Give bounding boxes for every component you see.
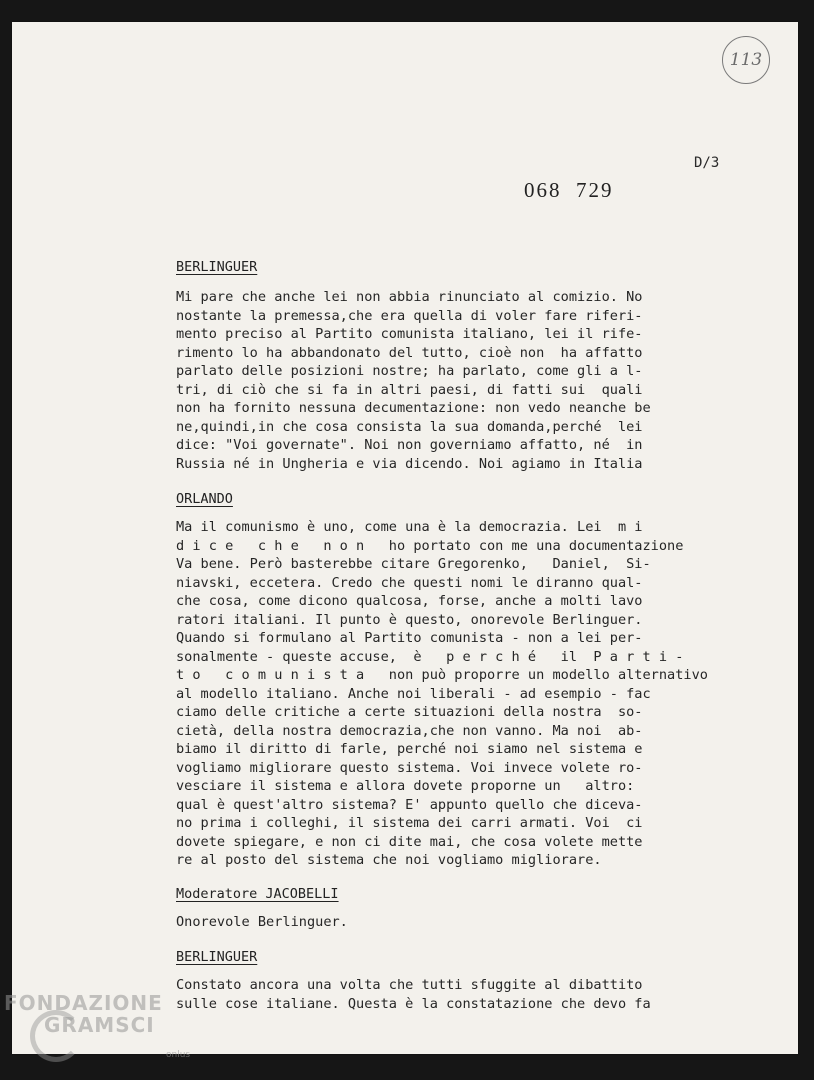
text-line: Va bene. Però basterebbe citare Gregorenko, Daniel, Si- xyxy=(176,556,651,572)
text-line: dovete spiegare, e non ci dite mai, che cosa volete mette xyxy=(176,833,643,850)
text-line: Constato ancora una volta che tutti sfuggite al dibattito xyxy=(176,977,643,993)
text-line: qual è quest'altro sistema? E' appunto quello che diceva- xyxy=(176,796,643,813)
text-line: Mi pare che anche lei non abbia rinunciato al comizio. No xyxy=(176,289,643,305)
text-line: re al posto del sistema che noi vogliamo migliorare. xyxy=(176,852,602,868)
text-line: d i c e c h e n o n ho portato con me una documentazione xyxy=(176,537,684,554)
text-line: mento preciso al Partito comunista italiano, lei il rife- xyxy=(176,326,643,342)
text-line: dice: "Voi governate". Noi non governiamo affatto, né in xyxy=(176,437,643,453)
text-line: Quando si formulano al Partito comunista - non a lei per- xyxy=(176,630,643,646)
text-line: parlato delle posizioni nostre; ha parlato, come gli a l- xyxy=(176,363,643,379)
text-line: ciamo delle critiche a certe situazioni della nostra so- xyxy=(176,704,643,720)
text-line: tri, di ciò che si fa in altri paesi, di fatti sui quali xyxy=(176,381,643,398)
speech-block xyxy=(176,976,736,1013)
page-code: D/3 xyxy=(694,155,720,171)
text-line: che cosa, come dicono qualcosa, forse, anche a molti lavo xyxy=(176,593,643,609)
text-line: nostante la premessa,che era quella di voler fare riferi- xyxy=(176,307,643,324)
text-line: ne,quindi,in che cosa consista la sua domanda,perché lei xyxy=(176,418,643,435)
speaker-label: BERLINGUER xyxy=(176,949,258,965)
text-line: vesciare il sistema e allora dovete proporne un altro: xyxy=(176,778,635,794)
speech-block xyxy=(176,288,736,473)
watermark xyxy=(4,992,163,1036)
speech-block xyxy=(176,913,736,932)
text-line: sulle cose italiane. Questa è la constatazione che devo fa xyxy=(176,995,651,1012)
text-line: vogliamo migliorare questo sistema. Voi invece volete ro- xyxy=(176,759,643,776)
text-line: non ha fornito nessuna decumentazione: non vedo neanche be xyxy=(176,400,651,416)
text-line: no prima i colleghi, il sistema dei carri armati. Voi ci xyxy=(176,815,643,831)
watermark-subtitle: onlus xyxy=(166,1050,191,1060)
document-number: 068 729 xyxy=(524,178,614,202)
text-line: Russia né in Ungheria e via dicendo. Noi agiamo in Italia xyxy=(176,455,643,472)
speech-block xyxy=(176,518,736,870)
text-line: cietà, della nostra democrazia,che non vanno. Ma noi ab- xyxy=(176,722,643,739)
text-line: Onorevole Berlinguer. xyxy=(176,914,348,930)
speaker-label: BERLINGUER xyxy=(176,259,258,275)
text-line: biamo il diritto di farle, perché noi siamo nel sistema e xyxy=(176,741,643,757)
watermark-line1: FONDAZIONE xyxy=(4,991,163,1015)
text-line: ratori italiani. Il punto è questo, onorevole Berlinguer. xyxy=(176,611,643,628)
watermark-line2: GRAMSCI xyxy=(44,1013,155,1037)
speaker-label: Moderatore JACOBELLI xyxy=(176,886,339,902)
speaker-label: ORLANDO xyxy=(176,491,233,507)
text-line: al modello italiano. Anche noi liberali - ad esempio - fac xyxy=(176,685,651,702)
text-line: t o c o m u n i s t a non può proporre un modello alternativo xyxy=(176,667,708,683)
text-line: Ma il comunismo è uno, come una è la democrazia. Lei m i xyxy=(176,519,643,535)
text-line: niavski, eccetera. Credo che questi nomi le diranno qual- xyxy=(176,574,643,591)
circled-archive-number: 113 xyxy=(722,36,770,84)
text-line: sonalmente - queste accuse, è p e r c h é il P a r t i - xyxy=(176,648,684,665)
text-line: rimento lo ha abbandonato del tutto, cioè non ha affatto xyxy=(176,344,643,361)
